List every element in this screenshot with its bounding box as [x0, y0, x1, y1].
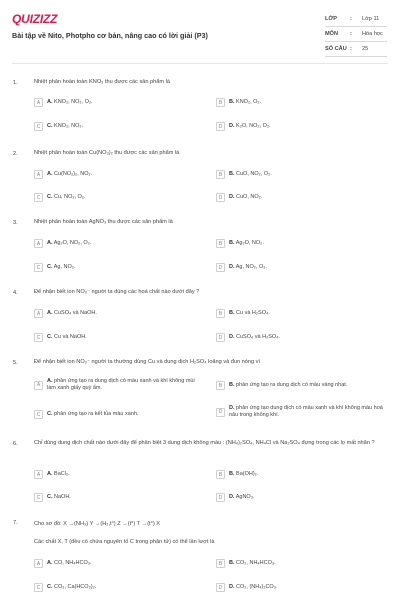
option-d[interactable]: D D. phản ứng tạo dung dịch có màu xanh và khí không màu hoá nâu trong không khí. — [216, 405, 386, 419]
question-text: Nhiệt phân hoàn toàn AgNO₃ thu được các sản phẩm là — [34, 219, 173, 225]
option-d[interactable]: D D. CuO, NO₂. — [216, 193, 262, 202]
option-letter-box: A — [34, 239, 43, 248]
option-a[interactable]: A A. KNO₂, NO₂, O₂. — [34, 98, 93, 107]
meta-colon: : — [350, 16, 352, 22]
option-letter-box: B — [216, 98, 225, 107]
option-a[interactable]: A A. CuSO₄ và NaOH. — [34, 309, 97, 318]
meta-colon: : — [350, 31, 352, 37]
option-b[interactable]: B B. phản ứng tạo ra dung dịch có màu vàng nhạt. — [216, 381, 386, 390]
page-title: Bài tập về Nito, Photpho cơ bản, nâng cao có lời giải (P3) — [12, 31, 208, 40]
option-letter-box: A — [34, 381, 43, 390]
option-c[interactable]: C C. Cu, NO₂, O₂. — [34, 193, 86, 202]
option-b[interactable]: B B. CuO, NO₂, O₂. — [216, 170, 272, 179]
option-d[interactable]: D D. CO₂, (NH₄)₂CO₃. — [216, 583, 277, 592]
header-divider — [12, 63, 388, 64]
option-a[interactable]: A A. Cu(NO₂)₂, NO₂. — [34, 170, 92, 179]
option-letter-box: D — [216, 263, 225, 272]
option-letter-box: A — [34, 470, 43, 479]
meta-subject-value: Hóa học — [362, 31, 383, 37]
quizizz-logo: QUIZIZZ — [12, 12, 58, 26]
option-a[interactable]: A A. CO, NH₄HCO₃. — [34, 559, 92, 568]
option-letter-box: D — [216, 333, 225, 342]
option-d[interactable]: D D. K₂O, NO₂, O₂. — [216, 122, 271, 131]
option-b[interactable]: B B. Ba(OH)₂. — [216, 470, 258, 479]
question-number: 3. — [13, 220, 18, 226]
option-letter-box: B — [216, 239, 225, 248]
option-letter-box: B — [216, 309, 225, 318]
option-letter-box: C — [34, 333, 43, 342]
option-c[interactable]: C C. Cu và NaOH. — [34, 333, 87, 342]
meta-colon: : — [350, 46, 352, 52]
question-text: Chỉ dùng dung dịch chất nào dưới đây để phân biệt 3 dung dịch không màu : (NH₄)₂SO₄, NH₄Cl và Na₂SO₄ đựng trong các lọ mất nhãn ? — [34, 440, 375, 446]
option-letter-box: B — [216, 381, 225, 390]
option-c[interactable]: C C. CO₂, Ca(HCO₃)₂. — [34, 583, 96, 592]
question-text: Để nhận biết ion NO₃⁻ người ta thường dùng Cu và dung dịch H₂SO₄ loãng và đun nóng vì — [34, 359, 261, 365]
question-number: 7. — [13, 520, 18, 526]
option-b[interactable]: B B. CO₂, NH₄HCO₃. — [216, 559, 276, 568]
question-number: 1. — [13, 80, 18, 86]
option-letter-box: A — [34, 98, 43, 107]
meta-divider — [325, 26, 387, 27]
option-letter-box: C — [34, 583, 43, 592]
option-letter-box: C — [34, 263, 43, 272]
option-b[interactable]: B B. Cu và H₂SO₄. — [216, 309, 270, 318]
meta-class-value: Lớp 11 — [362, 16, 380, 22]
option-letter-box: D — [216, 583, 225, 592]
option-letter-box: B — [216, 470, 225, 479]
question-number: 2. — [13, 151, 18, 157]
meta-divider — [325, 41, 387, 42]
question-text: Cho sơ đồ: X →(NH₃) Y →(H₂,t°) Z →(t°) T →(t°) X — [34, 521, 160, 527]
option-letter-box: C — [34, 193, 43, 202]
option-letter-box: D — [216, 493, 225, 502]
option-letter-box: D — [216, 193, 225, 202]
option-letter-box: C — [34, 410, 43, 419]
option-letter-box: B — [216, 170, 225, 179]
option-letter-box: A — [34, 170, 43, 179]
option-c[interactable]: C C. NaOH. — [34, 493, 71, 502]
option-letter-box: B — [216, 559, 225, 568]
option-c[interactable]: C C. KNO₂, NO₂. — [34, 122, 83, 131]
option-letter-box: D — [216, 408, 225, 417]
option-a[interactable]: A A. BaCl₂. — [34, 470, 70, 479]
option-letter-box: C — [34, 122, 43, 131]
option-c[interactable]: C C. phản ứng tạo ra kết tủa màu xanh. — [34, 410, 202, 419]
option-letter-box: D — [216, 122, 225, 131]
meta-divider — [325, 56, 387, 57]
option-a[interactable]: A A. Ag₂O, NO₂, O₂. — [34, 239, 91, 248]
option-d[interactable]: D D. Ag, NO₂, O₂. — [216, 263, 267, 272]
option-b[interactable]: B B. KNO₂, O₂. — [216, 98, 261, 107]
question-number: 4. — [13, 290, 18, 296]
option-c[interactable]: C C. Ag, NO₂. — [34, 263, 75, 272]
question-number: 5. — [13, 360, 18, 366]
option-b[interactable]: B B. Ag₂O, NO₂. — [216, 239, 264, 248]
option-d[interactable]: D D. CuSO₄ và H₂SO₄. — [216, 333, 280, 342]
meta-count-value: 25 — [362, 46, 369, 52]
meta-class-label: LỚP — [325, 16, 337, 22]
question-subtext: Các chất X, T (đều có chứa nguyên tố C trong phân tử) có thể lần lượt là — [34, 539, 215, 545]
option-letter-box: A — [34, 309, 43, 318]
question-number: 6. — [13, 441, 18, 447]
option-d[interactable]: D D. AgNO₃. — [216, 493, 254, 502]
option-letter-box: A — [34, 559, 43, 568]
question-text: Để nhận biết ion NO₃⁻ người ta dùng các hoá chất nào dưới đây ? — [34, 289, 200, 295]
meta-count-label: SỐ CÂU — [325, 46, 347, 52]
option-a[interactable]: A A. phản ứng tạo ra dung dịch có màu xanh và khí không mùi làm xanh giấy quỳ ẩm. — [34, 378, 202, 392]
option-letter-box: C — [34, 493, 43, 502]
meta-subject-label: MÔN — [325, 31, 339, 37]
question-text: Nhiệt phân hoàn toàn Cu(NO₃)₂ thu được các sản phẩm là — [34, 150, 180, 156]
question-text: Nhiệt phân hoàn toàn KNO₃ thu được các sản phẩm là — [34, 79, 170, 85]
